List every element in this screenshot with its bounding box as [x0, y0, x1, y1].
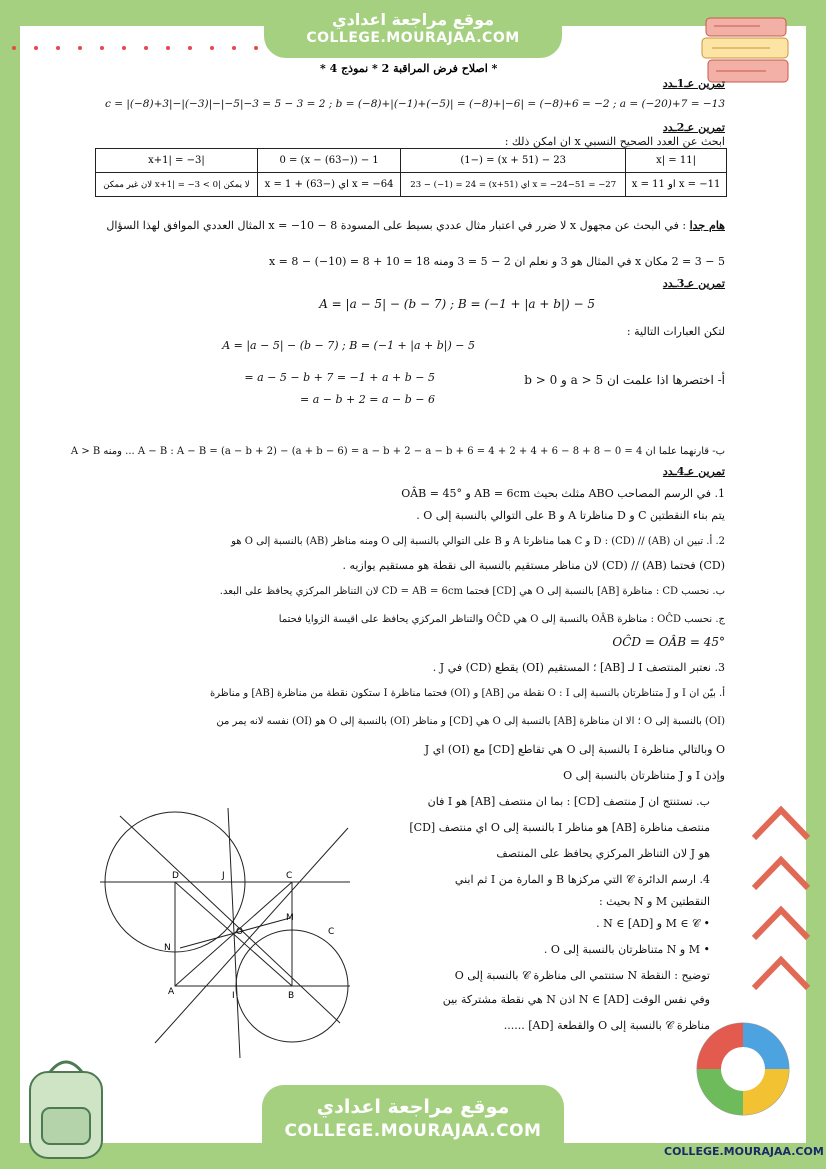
ex3-b-line: ب- قارنهما علما ان 4 = A − B : A − B = (a − b + 2) − (a + b − 6) = a − b + 2 − a − b + 6 = 4 + 2 + 4 + 6 − 8 + 8 − 0 ... ومنه A > B — [70, 446, 725, 457]
ex2-heading: تمرين عـ2ـدد — [662, 121, 725, 134]
logo-url[interactable]: COLLEGE.MOURAJAA.COM — [664, 1145, 824, 1158]
ex4-line-3: 2. أ. تبين ان (AB) // (CD) : D و C هما مناظرتا A و B على التوالي بالنسبة إلى O ومنه مناظر (AB) بالنسبة إلى O هو — [231, 536, 725, 547]
chevron-up-icon — [746, 940, 816, 1010]
ex3-heading: تمرين عـ3ـدد — [662, 277, 725, 290]
ex4-line-6: ج. نحسب OĈD : مناظرة OÂB بالنسبة إلى O هي OĈD والتناظر المركزي يحافظ على اقيسة الزوايا فحتما — [278, 614, 725, 625]
logo-icon — [694, 1020, 792, 1118]
figure-label: A — [168, 987, 175, 997]
footer-site-url[interactable]: COLLEGE.MOURAJAA.COM — [284, 1121, 542, 1141]
table-cell: x = −64 اي (−63) + x = 1 — [257, 173, 400, 197]
figure-label: O — [236, 927, 244, 937]
doc-title: * اصلاح فرض المراقبة 2 * نموذج 4 * — [320, 62, 498, 75]
ex4-heading: تمرين عـ4ـدد — [662, 465, 725, 478]
ex4-line-2: يتم بناء النقطتين C و D مناظرتا A و B على التوالي بالنسبة إلى O . — [416, 509, 725, 522]
ex2-table — [95, 148, 727, 197]
ex4-line-12: وإذن I و J متناظرتان بالنسبة إلى O — [563, 769, 725, 782]
ex4-line-10: (OI) بالنسبة إلى O ؛ الا ان مناظرة [AB] بالنسبة إلى O هي [CD] و مناظر (OI) بالنسبة إلى O هو (OI) نفسه لانه يمر من — [216, 716, 725, 727]
ex3-expression: A = |a − 5| − (b − 7) ; B = (−1 + |a + b|) − 5 — [319, 297, 595, 311]
header-site-url[interactable]: COLLEGE.MOURAJAA.COM — [306, 30, 520, 46]
figure-label: D — [172, 871, 179, 881]
ex2-intro: ابحث عن العدد الصحيح النسبي x ان امكن ذلك : — [504, 135, 725, 148]
table-cell: x = −24−51 = −27 اي (x+51) = 23 − (−1) = 24 — [401, 173, 626, 197]
footer-site-name: موقع مراجعة اعدادي — [316, 1096, 510, 1118]
ex3-calc-3: = a − b + 2 = a − b − 6 — [300, 393, 435, 406]
table-cell: 1 − ((−63) − x) = 0 — [257, 149, 400, 173]
ex3-intro: لتكن العبارات التالية : — [626, 325, 725, 338]
geometry-figure — [100, 808, 360, 1058]
figure-label: I — [232, 991, 235, 1001]
ex4-line-19: • M و N متناظرتان بالنسبة إلى O . — [543, 943, 710, 956]
table-row — [96, 173, 727, 197]
dotted-line — [12, 46, 262, 50]
figure-label: J — [222, 871, 225, 881]
ex4-line-1: 1. في الرسم المصاحب ABO مثلث بحيث AB = 6cm و OÂB = 45° — [401, 487, 725, 500]
ex4-line-20: توضيح : النقطة N ستنتمي الى مناظرة 𝒞 بالنسبة إلى O — [454, 969, 710, 982]
header-tab[interactable] — [264, 0, 562, 58]
note-line-2: 5 − 3 = 2 مكان x في المثال هو 3 و نعلم ان 2 − 5 = 3 ومنه x = 8 − (−10) = 8 + 10 = 18 — [268, 255, 725, 268]
ex4-line-4: (CD) فحتما (AB) // (CD) لان مناظر مستقيم بالنسبة الى نقطة هو مستقيم يوازيه . — [342, 559, 725, 572]
figure-label: N — [164, 943, 171, 953]
ex4-line-13: ب. نستنتج ان J منتصف [CD] : بما ان منتصف [AB] هو I فان — [427, 795, 710, 808]
ex4-line-21: وفي نفس الوقت N ∈ [AD] اذن N هي نقطة مشتركة بين — [442, 993, 710, 1006]
ex4-line-7: OĈD = OÂB = 45° — [612, 635, 725, 649]
ex4-line-9: أ. بيّن ان I و J متناظرتان بالنسبة إلى O : I نقطة من [AB] و (OI) فحتما مناظرة I ستكون نقطة من مناظرة [AB] و مناظرة — [210, 688, 725, 699]
ex4-line-5: ب. نحسب CD : مناظرة [AB] بالنسبة إلى O هي [CD] فحتما CD = AB = 6cm لان التناظر المركزي يحافظ على البعد. — [219, 586, 725, 597]
ex4-line-17: النقطتين M و N بحيث : — [598, 895, 710, 908]
footer-tab[interactable] — [262, 1085, 564, 1169]
table-cell: لا يمكن |x+1| = −3 < 0 لان غير ممكن — [96, 173, 258, 197]
ex4-line-16: 4. ارسم الدائرة 𝒞 التي مركزها B و المارة من I ثم ابني — [454, 873, 710, 886]
note-label: هام جدا — [689, 219, 725, 232]
note-line-1 — [106, 218, 725, 234]
ex4-line-15: هو J لان التناظر المركزي يحافظ على المنتصف — [496, 847, 710, 860]
header-site-name: موقع مراجعة اعدادي — [331, 10, 495, 29]
ex4-line-22: مناظرة 𝒞 بالنسبة إلى O والقطعة [AD] ...... — [503, 1019, 710, 1032]
table-cell: |x| = 11 — [626, 149, 727, 173]
backpack-icon — [16, 1052, 116, 1162]
ex3-calc-1: A = |a − 5| − (b − 7) ; B = (−1 + |a + b|) − 5 — [222, 339, 475, 352]
table-cell: |x+1| = −3 — [96, 149, 258, 173]
figure-label: B — [288, 991, 295, 1001]
ex1-line: c = |(−8)+3|−|(−3)|−|−5|−3 = 5 − 3 = 2 ; b = (−8)+|(−1)+(−5)| = (−8)+|−6| = (−8)+6 = −2 ; a = (−20)+7 = −13 — [105, 98, 725, 110]
ex3-calc-2: = a − 5 − b + 7 = −1 + a + b − 5 — [244, 371, 435, 384]
note-text-1: : في البحث عن مجهول x لا ضرر في اعتبار مثال عددي بسيط على المسودة 8 − x = −10 المثال العددي الموافق لهذا السؤال — [106, 219, 687, 232]
table-cell: 23 − (x + 51) = (−1) — [401, 149, 626, 173]
figure-label: M — [286, 913, 294, 923]
figure-label: C — [286, 871, 293, 881]
ex3-a-question: أ- اختصرها اذا علمت ان a > 5 و b > 0 — [524, 373, 725, 387]
ex4-line-11: O وبالتالي مناظرة I بالنسبة إلى O هي تقاطع [CD] مع (OI) اي J — [424, 743, 725, 756]
figure-label: C — [328, 927, 335, 937]
table-row — [96, 149, 727, 173]
ex4-line-18: • M ∈ 𝒞 و N ∈ [AD] . — [596, 917, 710, 930]
ex1-heading: تمرين عـ1ـدد — [662, 77, 725, 90]
ex4-line-14: منتصف مناظرة [AB] هو مناظر I بالنسبة إلى O اي منتصف [CD] — [409, 821, 710, 834]
ex4-line-8: 3. نعتبر المنتصف I لـ [AB] ؛ المستقيم (OI) يقطع (CD) في J . — [432, 661, 725, 674]
table-cell: x = −11 او x = 11 — [626, 173, 727, 197]
